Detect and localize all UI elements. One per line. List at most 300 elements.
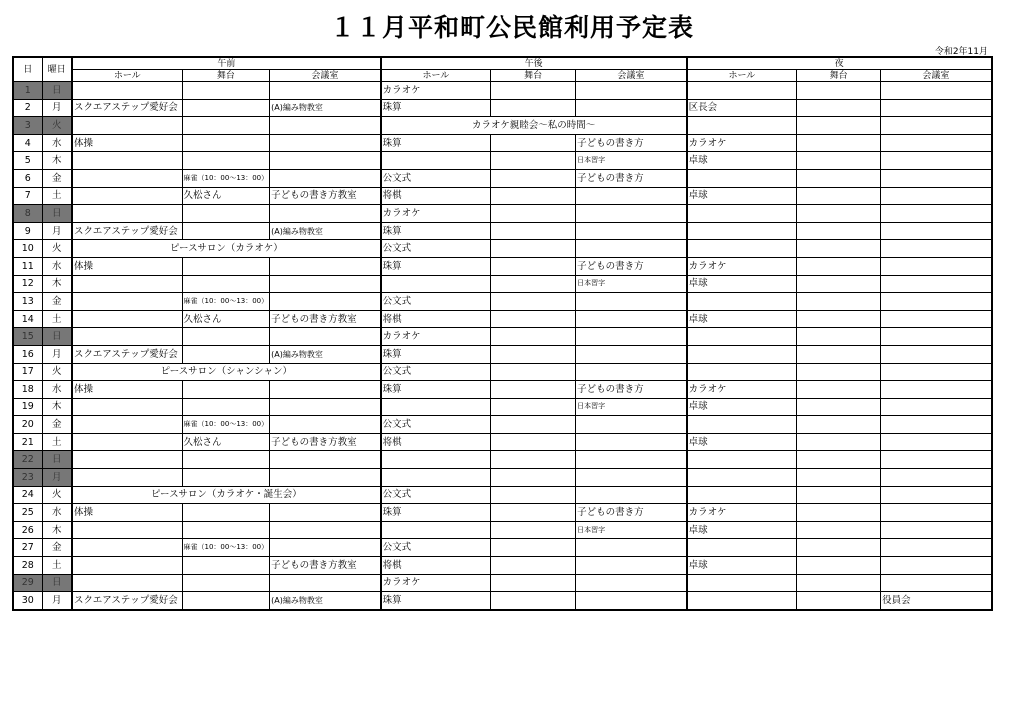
am-room-cell: (A)編み物教室: [270, 592, 381, 610]
weekday-cell: 日: [42, 205, 72, 223]
night-room-cell: [881, 486, 992, 504]
night-room-cell: [881, 152, 992, 170]
pm-room-cell: [576, 451, 687, 469]
am-stage-cell: 麻雀（10：00～13：00）: [182, 169, 270, 187]
am-hall-cell: [72, 328, 182, 346]
pm-room-cell: 子どもの書き方: [576, 381, 687, 399]
pm-room-cell: [576, 99, 687, 117]
pm-stage-cell: [491, 486, 576, 504]
am-event-cell: ピースサロン（カラオケ・誕生会）: [72, 486, 381, 504]
day-cell: 8: [13, 205, 42, 223]
day-cell: 4: [13, 134, 42, 152]
pm-stage-cell: [491, 82, 576, 100]
am-stage-cell: [182, 469, 270, 487]
night-room-cell: [881, 240, 992, 258]
am-stage-cell: 久松さん: [182, 187, 270, 205]
table-row: [13, 469, 992, 487]
weekday-cell: 土: [42, 433, 72, 451]
am-stage-cell: [182, 381, 270, 399]
day-cell: 24: [13, 486, 42, 504]
day-cell: 6: [13, 169, 42, 187]
pm-stage-cell: [491, 592, 576, 610]
night-hall-cell: [687, 205, 797, 223]
pm-stage-cell: [491, 257, 576, 275]
pm-room-cell: [576, 310, 687, 328]
am-stage-cell: [182, 592, 270, 610]
am-event-cell: ピースサロン（シャンシャン）: [72, 363, 381, 381]
am-stage-cell: [182, 257, 270, 275]
am-hall-cell: [72, 205, 182, 223]
header-night-hall: ホール: [687, 70, 797, 82]
day-cell: 23: [13, 469, 42, 487]
pm-hall-cell: [381, 451, 491, 469]
day-cell: 19: [13, 398, 42, 416]
pm-room-cell: [576, 205, 687, 223]
day-cell: 11: [13, 257, 42, 275]
pm-stage-cell: [491, 451, 576, 469]
table-row: [13, 592, 992, 610]
am-hall-cell: 体操: [72, 381, 182, 399]
night-stage-cell: [797, 486, 881, 504]
night-room-cell: [881, 293, 992, 311]
day-cell: 3: [13, 117, 42, 135]
am-stage-cell: 久松さん: [182, 433, 270, 451]
am-room-cell: [270, 152, 381, 170]
pm-room-cell: [576, 328, 687, 346]
am-room-cell: [270, 293, 381, 311]
weekday-cell: 金: [42, 293, 72, 311]
pm-room-cell: [576, 416, 687, 434]
night-hall-cell: 卓球: [687, 557, 797, 575]
pm-room-cell: [576, 82, 687, 100]
pm-hall-cell: 将棋: [381, 187, 491, 205]
weekday-cell: 木: [42, 275, 72, 293]
header-pm: 午後: [381, 57, 687, 70]
night-room-cell: [881, 310, 992, 328]
pm-stage-cell: [491, 328, 576, 346]
night-hall-cell: カラオケ: [687, 381, 797, 399]
header-night: 夜: [687, 57, 992, 70]
table-row: [13, 240, 992, 258]
am-stage-cell: [182, 521, 270, 539]
night-hall-cell: [687, 222, 797, 240]
pm-hall-cell: 公文式: [381, 240, 491, 258]
table-row: [13, 257, 992, 275]
weekday-cell: 月: [42, 99, 72, 117]
pm-hall-cell: [381, 521, 491, 539]
night-stage-cell: [797, 169, 881, 187]
pm-room-cell: [576, 469, 687, 487]
night-hall-cell: 卓球: [687, 310, 797, 328]
pm-stage-cell: [491, 539, 576, 557]
night-room-cell: [881, 381, 992, 399]
am-hall-cell: [72, 416, 182, 434]
am-room-cell: [270, 275, 381, 293]
night-stage-cell: [797, 310, 881, 328]
night-hall-cell: 卓球: [687, 187, 797, 205]
header-am-hall: ホール: [72, 70, 182, 82]
am-room-cell: [270, 381, 381, 399]
pm-stage-cell: [491, 222, 576, 240]
night-hall-cell: 区長会: [687, 99, 797, 117]
header-am: 午前: [72, 57, 381, 70]
table-row: [13, 134, 992, 152]
pm-stage-cell: [491, 363, 576, 381]
night-room-cell: [881, 451, 992, 469]
night-stage-cell: [797, 222, 881, 240]
am-hall-cell: [72, 539, 182, 557]
weekday-cell: 水: [42, 381, 72, 399]
night-room-cell: [881, 574, 992, 592]
am-hall-cell: [72, 521, 182, 539]
am-hall-cell: [72, 117, 182, 135]
table-row: [13, 486, 992, 504]
pm-hall-cell: 珠算: [381, 257, 491, 275]
header-am-stage: 舞台: [182, 70, 270, 82]
pm-stage-cell: [491, 504, 576, 522]
night-stage-cell: [797, 592, 881, 610]
night-hall-cell: [687, 363, 797, 381]
night-hall-cell: [687, 469, 797, 487]
weekday-cell: 火: [42, 486, 72, 504]
night-stage-cell: [797, 99, 881, 117]
night-stage-cell: [797, 328, 881, 346]
weekday-cell: 月: [42, 469, 72, 487]
am-hall-cell: [72, 169, 182, 187]
night-hall-cell: [687, 345, 797, 363]
table-row: [13, 205, 992, 223]
night-hall-cell: [687, 539, 797, 557]
weekday-cell: 土: [42, 557, 72, 575]
weekday-cell: 日: [42, 451, 72, 469]
header-pm-stage: 舞台: [491, 70, 576, 82]
day-cell: 30: [13, 592, 42, 610]
night-room-cell: [881, 257, 992, 275]
am-stage-cell: [182, 82, 270, 100]
night-stage-cell: [797, 521, 881, 539]
pm-stage-cell: [491, 521, 576, 539]
day-cell: 15: [13, 328, 42, 346]
am-hall-cell: [72, 574, 182, 592]
pm-hall-cell: 公文式: [381, 169, 491, 187]
night-hall-cell: [687, 416, 797, 434]
night-hall-cell: [687, 240, 797, 258]
table-row: [13, 557, 992, 575]
night-hall-cell: 卓球: [687, 152, 797, 170]
day-cell: 10: [13, 240, 42, 258]
header-day: 日: [13, 57, 42, 82]
am-event-cell: ピースサロン（カラオケ）: [72, 240, 381, 258]
weekday-cell: 水: [42, 504, 72, 522]
night-room-cell: [881, 416, 992, 434]
night-stage-cell: [797, 134, 881, 152]
pm-hall-cell: 珠算: [381, 381, 491, 399]
am-hall-cell: [72, 275, 182, 293]
am-hall-cell: [72, 152, 182, 170]
am-hall-cell: 体操: [72, 504, 182, 522]
pm-stage-cell: [491, 240, 576, 258]
pm-hall-cell: 珠算: [381, 592, 491, 610]
night-stage-cell: [797, 557, 881, 575]
night-room-cell: [881, 345, 992, 363]
night-room-cell: [881, 117, 992, 135]
am-stage-cell: [182, 504, 270, 522]
pm-hall-cell: 珠算: [381, 504, 491, 522]
night-hall-cell: 卓球: [687, 275, 797, 293]
pm-stage-cell: [491, 416, 576, 434]
night-hall-cell: 卓球: [687, 398, 797, 416]
night-room-cell: 役員会: [881, 592, 992, 610]
pm-room-cell: [576, 486, 687, 504]
pm-stage-cell: [491, 469, 576, 487]
pm-room-cell: [576, 539, 687, 557]
am-stage-cell: [182, 205, 270, 223]
pm-room-cell: 子どもの書き方: [576, 504, 687, 522]
pm-stage-cell: [491, 205, 576, 223]
header-weekday: 曜日: [42, 57, 72, 82]
night-stage-cell: [797, 257, 881, 275]
night-hall-cell: [687, 451, 797, 469]
table-row: [13, 433, 992, 451]
night-hall-cell: 卓球: [687, 521, 797, 539]
pm-hall-cell: 公文式: [381, 539, 491, 557]
pm-hall-cell: [381, 398, 491, 416]
weekday-cell: 金: [42, 416, 72, 434]
am-hall-cell: 体操: [72, 257, 182, 275]
am-hall-cell: スクエアステップ愛好会: [72, 99, 182, 117]
pm-room-cell: [576, 592, 687, 610]
weekday-cell: 日: [42, 82, 72, 100]
night-stage-cell: [797, 574, 881, 592]
am-hall-cell: [72, 398, 182, 416]
am-hall-cell: スクエアステップ愛好会: [72, 592, 182, 610]
pm-hall-cell: 将棋: [381, 557, 491, 575]
pm-stage-cell: [491, 99, 576, 117]
day-cell: 29: [13, 574, 42, 592]
am-stage-cell: [182, 152, 270, 170]
night-stage-cell: [797, 398, 881, 416]
weekday-cell: 月: [42, 222, 72, 240]
weekday-cell: 月: [42, 592, 72, 610]
am-hall-cell: [72, 469, 182, 487]
header-row-2: [13, 70, 992, 82]
pm-hall-cell: 公文式: [381, 486, 491, 504]
pm-hall-cell: [381, 275, 491, 293]
am-hall-cell: [72, 82, 182, 100]
night-room-cell: [881, 222, 992, 240]
am-hall-cell: スクエアステップ愛好会: [72, 222, 182, 240]
am-room-cell: 子どもの書き方教室: [270, 310, 381, 328]
night-stage-cell: [797, 205, 881, 223]
table-row: [13, 521, 992, 539]
am-room-cell: [270, 469, 381, 487]
pm-hall-cell: 公文式: [381, 416, 491, 434]
header-night-stage: 舞台: [797, 70, 881, 82]
am-room-cell: (A)編み物教室: [270, 345, 381, 363]
weekday-cell: 水: [42, 257, 72, 275]
am-room-cell: [270, 539, 381, 557]
weekday-cell: 日: [42, 574, 72, 592]
day-cell: 16: [13, 345, 42, 363]
pm-hall-cell: 珠算: [381, 222, 491, 240]
day-cell: 2: [13, 99, 42, 117]
am-hall-cell: [72, 433, 182, 451]
night-stage-cell: [797, 345, 881, 363]
pm-stage-cell: [491, 433, 576, 451]
table-row: [13, 574, 992, 592]
am-room-cell: [270, 134, 381, 152]
am-room-cell: [270, 169, 381, 187]
table-row: [13, 187, 992, 205]
schedule-table: [12, 56, 993, 611]
pm-hall-cell: カラオケ: [381, 205, 491, 223]
weekday-cell: 月: [42, 345, 72, 363]
night-room-cell: [881, 504, 992, 522]
night-stage-cell: [797, 117, 881, 135]
pm-stage-cell: [491, 275, 576, 293]
am-room-cell: [270, 398, 381, 416]
pm-room-cell: 日本習字: [576, 398, 687, 416]
am-stage-cell: [182, 134, 270, 152]
night-hall-cell: [687, 486, 797, 504]
am-stage-cell: [182, 345, 270, 363]
am-stage-cell: [182, 99, 270, 117]
pm-stage-cell: [491, 345, 576, 363]
night-room-cell: [881, 328, 992, 346]
night-hall-cell: カラオケ: [687, 257, 797, 275]
am-room-cell: 子どもの書き方教室: [270, 433, 381, 451]
pm-room-cell: [576, 293, 687, 311]
am-stage-cell: 麻雀（10：00～13：00）: [182, 539, 270, 557]
table-row: [13, 117, 992, 135]
am-room-cell: [270, 504, 381, 522]
day-cell: 1: [13, 82, 42, 100]
night-room-cell: [881, 363, 992, 381]
header-pm-hall: ホール: [381, 70, 491, 82]
night-room-cell: [881, 398, 992, 416]
night-stage-cell: [797, 275, 881, 293]
pm-room-cell: [576, 557, 687, 575]
night-hall-cell: [687, 82, 797, 100]
pm-stage-cell: [491, 310, 576, 328]
table-row: [13, 451, 992, 469]
am-room-cell: [270, 451, 381, 469]
day-cell: 17: [13, 363, 42, 381]
weekday-cell: 火: [42, 363, 72, 381]
day-cell: 21: [13, 433, 42, 451]
am-stage-cell: 久松さん: [182, 310, 270, 328]
pm-stage-cell: [491, 187, 576, 205]
pm-room-cell: 日本習字: [576, 152, 687, 170]
weekday-cell: 土: [42, 310, 72, 328]
day-cell: 22: [13, 451, 42, 469]
pm-room-cell: 子どもの書き方: [576, 134, 687, 152]
night-room-cell: [881, 557, 992, 575]
table-row: [13, 539, 992, 557]
am-hall-cell: スクエアステップ愛好会: [72, 345, 182, 363]
pm-hall-cell: [381, 152, 491, 170]
weekday-cell: 金: [42, 539, 72, 557]
night-hall-cell: [687, 293, 797, 311]
night-room-cell: [881, 275, 992, 293]
pm-hall-cell: 珠算: [381, 134, 491, 152]
night-stage-cell: [797, 187, 881, 205]
pm-room-cell: [576, 222, 687, 240]
table-row: [13, 504, 992, 522]
pm-hall-cell: カラオケ: [381, 328, 491, 346]
am-room-cell: [270, 416, 381, 434]
night-stage-cell: [797, 152, 881, 170]
am-room-cell: [270, 257, 381, 275]
weekday-cell: 火: [42, 117, 72, 135]
night-room-cell: [881, 539, 992, 557]
weekday-cell: 日: [42, 328, 72, 346]
pm-stage-cell: [491, 169, 576, 187]
night-room-cell: [881, 82, 992, 100]
pm-room-cell: 日本習字: [576, 275, 687, 293]
pm-hall-cell: 公文式: [381, 293, 491, 311]
am-room-cell: (A)編み物教室: [270, 99, 381, 117]
pm-stage-cell: [491, 574, 576, 592]
day-cell: 20: [13, 416, 42, 434]
am-room-cell: [270, 521, 381, 539]
night-stage-cell: [797, 539, 881, 557]
table-row: [13, 275, 992, 293]
am-room-cell: 子どもの書き方教室: [270, 187, 381, 205]
pm-stage-cell: [491, 134, 576, 152]
night-room-cell: [881, 99, 992, 117]
night-stage-cell: [797, 416, 881, 434]
night-stage-cell: [797, 293, 881, 311]
table-row: [13, 169, 992, 187]
night-stage-cell: [797, 433, 881, 451]
night-stage-cell: [797, 363, 881, 381]
am-stage-cell: [182, 451, 270, 469]
day-cell: 12: [13, 275, 42, 293]
table-row: [13, 152, 992, 170]
pm-stage-cell: [491, 381, 576, 399]
day-cell: 26: [13, 521, 42, 539]
am-stage-cell: [182, 574, 270, 592]
am-room-cell: (A)編み物教室: [270, 222, 381, 240]
am-room-cell: [270, 82, 381, 100]
table-row: [13, 363, 992, 381]
pm-room-cell: [576, 187, 687, 205]
weekday-cell: 火: [42, 240, 72, 258]
am-room-cell: [270, 205, 381, 223]
table-row: [13, 222, 992, 240]
weekday-cell: 金: [42, 169, 72, 187]
am-stage-cell: [182, 557, 270, 575]
night-stage-cell: [797, 82, 881, 100]
am-room-cell: [270, 574, 381, 592]
am-hall-cell: 体操: [72, 134, 182, 152]
night-room-cell: [881, 187, 992, 205]
pm-stage-cell: [491, 557, 576, 575]
am-stage-cell: 麻雀（10：00～13：00）: [182, 293, 270, 311]
night-room-cell: [881, 205, 992, 223]
table-row: [13, 345, 992, 363]
table-row: [13, 398, 992, 416]
day-cell: 28: [13, 557, 42, 575]
day-cell: 18: [13, 381, 42, 399]
am-hall-cell: [72, 557, 182, 575]
weekday-cell: 木: [42, 152, 72, 170]
night-room-cell: [881, 521, 992, 539]
night-room-cell: [881, 169, 992, 187]
night-stage-cell: [797, 451, 881, 469]
day-cell: 9: [13, 222, 42, 240]
